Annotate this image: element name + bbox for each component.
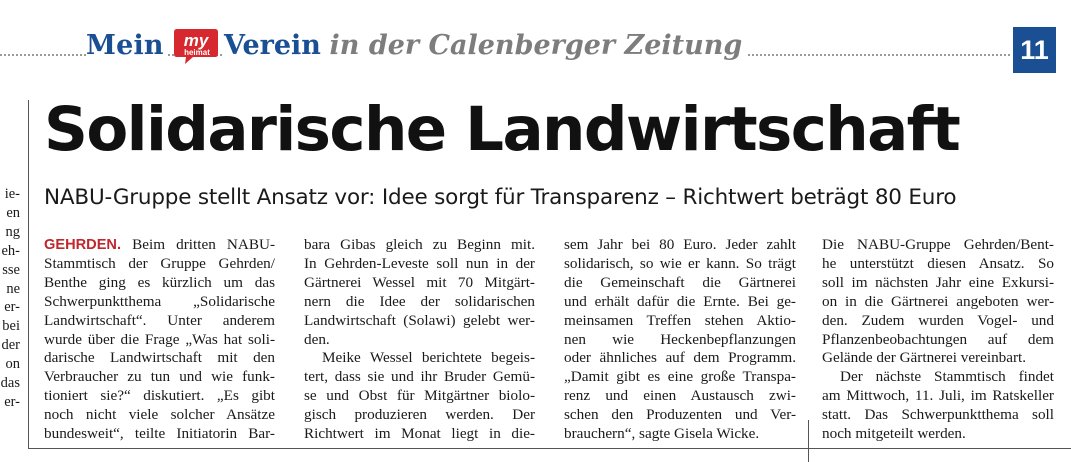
text-line: Der nächste Stammtisch findet: [840, 368, 1054, 386]
text-line: brauchern“, sagte Gisela Wicke.: [564, 425, 760, 443]
text-line: gisch produzieren werden. Der: [304, 406, 535, 424]
column-rule-left: [28, 100, 29, 448]
text-line: bara Gibas gleich zu Beginn mit.: [304, 236, 535, 253]
text-line: Verbraucher zu tun und wie funk-: [44, 368, 275, 386]
previous-article-fragment: [0, 185, 20, 412]
logo-heimat: heimat: [184, 48, 210, 57]
text-line: In Gehrden-Leveste soll nun in der: [304, 254, 535, 272]
text-line: GEHRDEN. Beim dritten NABU-: [44, 236, 275, 253]
article-column-2: [304, 236, 535, 444]
text-line: meinsamen Treffen stehen Aktio-: [564, 311, 796, 329]
text-line: tert, dass sie und ihr Bruder Gemü-: [304, 368, 535, 386]
article-column-3: [564, 236, 796, 444]
text-line: den.: [304, 330, 330, 348]
dateline: GEHRDEN.: [44, 237, 122, 253]
text-line: Die NABU-Gruppe Gehrden/Bent-: [822, 236, 1054, 253]
fragment-line: bei: [2, 318, 20, 335]
text-line: soll im nächsten Jahr eine Exkursi-: [822, 273, 1054, 291]
text-line: tioniert sie?“ diskutiert. „Es gibt: [44, 387, 275, 405]
fragment-line: das: [0, 375, 20, 392]
text-line: am Mittwoch, 11. Juli, im Ratskeller: [822, 387, 1054, 405]
text-line: renz und einen Austausch zwi-: [564, 387, 796, 405]
text-line: nen wie Heckenbepflanzungen: [564, 330, 796, 348]
fragment-line: on: [5, 356, 20, 373]
fragment-line: en: [6, 204, 20, 221]
text-line: noch mitgeteilt werden.: [822, 425, 966, 443]
text-line: bundesweit“, teilte Initiatorin Bar-: [44, 425, 275, 443]
header-title: [224, 30, 748, 61]
fragment-line: der: [1, 337, 20, 354]
text-line: Meike Wessel berichtete begeis-: [322, 349, 535, 367]
article-column-1: [44, 236, 275, 444]
header-verein: Verein: [224, 30, 321, 61]
text-line: oder ähnliches auf dem Programm.: [564, 349, 796, 367]
myheimat-logo: [173, 27, 219, 65]
text-line: se und Obst für Mitgärtner biolo-: [304, 387, 535, 405]
fragment-line: ne: [6, 280, 20, 297]
text-line: darische Landwirtschaft mit den: [44, 349, 275, 367]
logo-my: my: [183, 31, 209, 50]
text-line: Landwirtschaft (Solawi) gelebt wer-: [304, 311, 535, 329]
text-line: statt. Das Schwerpunktthema soll: [822, 406, 1054, 424]
text-line: nern die Idee der solidarischen: [304, 292, 535, 310]
text-line: wurde über die Frage „Was hat soli-: [44, 330, 275, 348]
text-line: Benthe ging es kürzlich um das: [44, 273, 275, 291]
fragment-line: er-: [4, 393, 20, 410]
text-line: Landwirtschaft“. Unter anderem: [44, 311, 275, 329]
text-line: he unterstützt diesen Ansatz. So: [822, 254, 1054, 272]
header-subtitle: in der Calenberger Zeitung: [329, 30, 743, 61]
text-line: schen den Produzenten und Ver-: [564, 406, 796, 424]
article-column-4: [822, 236, 1054, 444]
bottom-rule: [28, 448, 1071, 449]
fragment-line: eh-: [1, 242, 20, 259]
text-line: den. Zudem wurden Vogel- und: [822, 311, 1054, 329]
header-mein: Mein: [86, 30, 168, 61]
text-line: Gelände der Gärtnerei vereinbart.: [822, 349, 1027, 367]
text-line: solidarisch, so wie er kann. So trägt: [564, 254, 796, 272]
text-line: sem Jahr bei 80 Euro. Jeder zahlt: [564, 236, 796, 253]
article-headline: Solidarische Landwirtschaft: [44, 94, 960, 165]
text-line: noch nicht viele solcher Ansätze: [44, 406, 275, 424]
fragment-line: ie-: [4, 186, 20, 202]
page-number: 11: [1013, 27, 1056, 73]
fragment-line: er-: [4, 299, 20, 316]
text-line: die Gemeinschaft die Gärtnerei: [564, 273, 796, 291]
text-line: Gärtnerei Wessel mit 70 Mitgärt-: [304, 273, 535, 291]
text-line: Pflanzenbeobachtungen auf dem: [822, 330, 1054, 348]
text-line: Richtwert im Monat liegt in die-: [304, 425, 535, 443]
text-line: Stammtisch der Gruppe Gehrden/: [44, 254, 275, 272]
fragment-line: sse: [2, 261, 20, 278]
text-line: Schwerpunktthema „Solidarische: [44, 292, 275, 310]
column-rule-right: [808, 420, 809, 462]
text-line: „Damit gibt es eine große Transpa-: [564, 368, 796, 386]
fragment-line: ng: [5, 223, 20, 240]
text-line: on in die Gärtnerei angeboten wer-: [822, 292, 1054, 310]
text-line: und erhält dafür die Ernte. Bei ge-: [564, 292, 796, 310]
article-subheadline: NABU-Gruppe stellt Ansatz vor: Idee sorgt für Transparenz – Richtwert beträgt 80 Euro: [44, 185, 957, 210]
